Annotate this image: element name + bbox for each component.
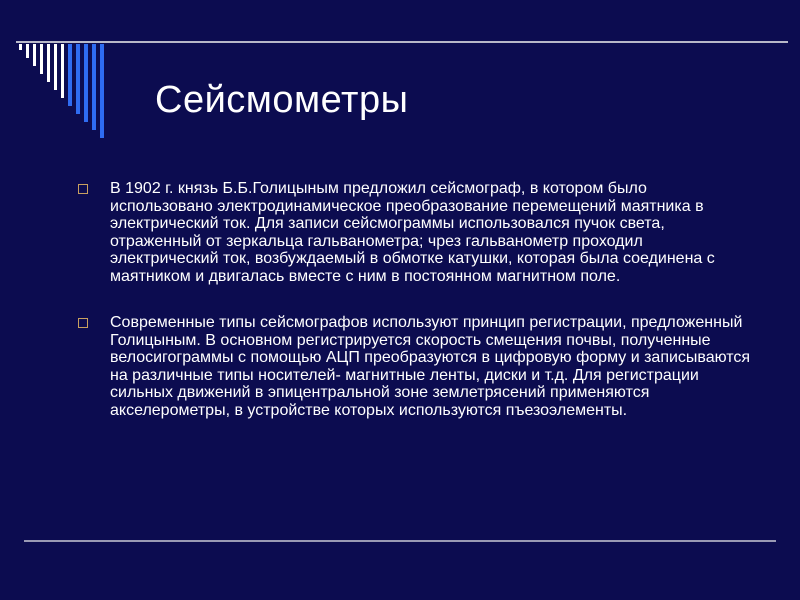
- bullet-text: Современные типы сейсмографов используют принцип регистрации, предложенный Голицыным. В основном регистрируется скорость смещения почвы, полученные велосигограммы с помощью АЦП преобразуются в цифровую форму и записываются на различные типы носителей- магнитные ленты, диски и т.д. Для регистрации сильных движений в эпицентральной зоне землетрясений применяются акселерометры, в устройстве которых используются пъезоэлементы.: [110, 314, 751, 419]
- stripe: [33, 44, 36, 66]
- stripe: [76, 44, 80, 114]
- bullet-item: [72, 180, 752, 285]
- stripe: [19, 44, 22, 50]
- bottom-divider: [24, 540, 776, 542]
- decorative-stripes: [0, 0, 140, 140]
- blue-stripes: [68, 44, 104, 138]
- top-divider: [16, 41, 788, 43]
- stripe: [54, 44, 57, 90]
- stripe: [26, 44, 29, 58]
- bullet-list: [72, 180, 752, 419]
- bullet-item: [72, 314, 752, 419]
- stripe: [61, 44, 64, 98]
- stripe: [100, 44, 104, 138]
- stripe: [47, 44, 50, 82]
- stripe: [84, 44, 88, 122]
- white-stripes: [19, 44, 64, 98]
- stripe: [68, 44, 72, 106]
- square-bullet-icon: [78, 318, 88, 328]
- bullet-text: В 1902 г. князь Б.Б.Голицыным предложил сейсмограф, в котором было использовано электродинамическое преобразование перемещений маятника в электрический ток. Для записи сейсмограммы использовался пучок света, отраженный от зеркальца гальванометра; чрез гальванометр проходил электрический ток, возбуждаемый в обмотке катушки, которая была соединена с маятником и двигалась вместе с ним в постоянном магнитном поле.: [110, 180, 715, 285]
- stripe: [92, 44, 96, 130]
- slide-title: Сейсмометры: [155, 79, 409, 121]
- stripe: [40, 44, 43, 74]
- square-bullet-icon: [78, 184, 88, 194]
